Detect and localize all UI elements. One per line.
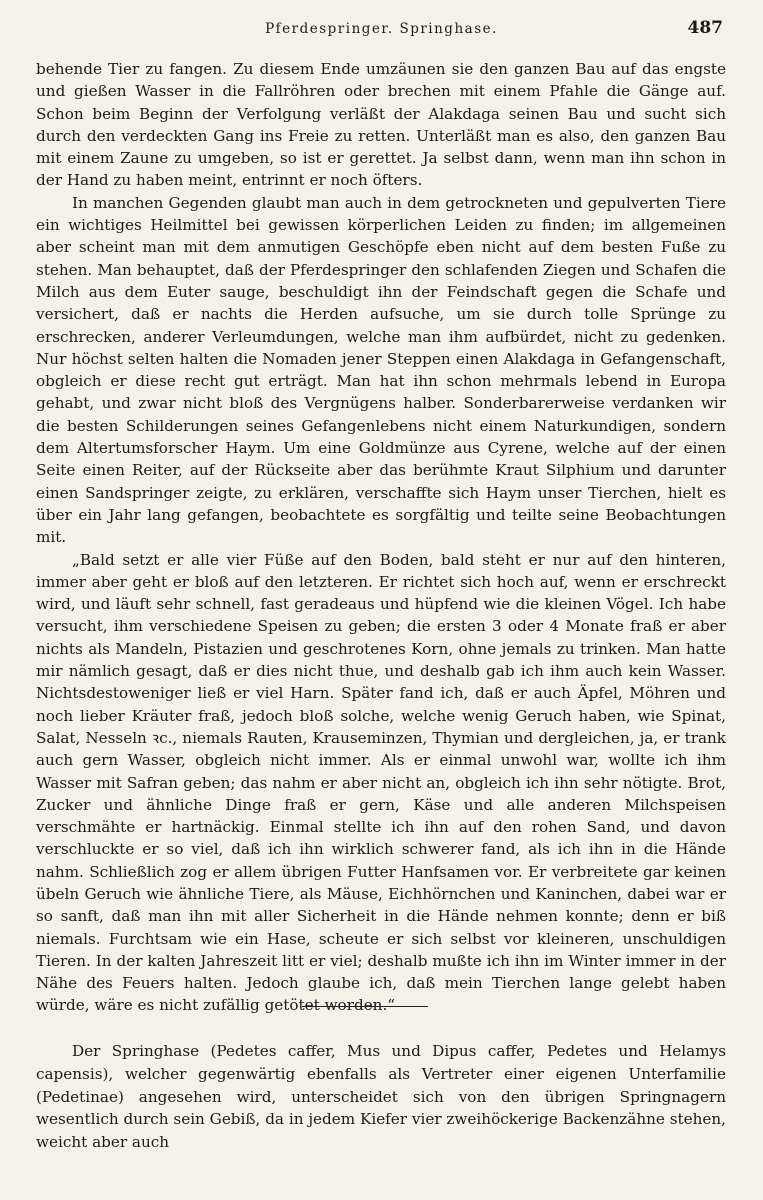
paragraph-folklore: In manchen Gegenden glaubt man auch in dem getrockneten und gepulverten Tiere ein wichtiges Heilmittel bei gewissen körperlichen Leiden zu finden; im allgemeinen aber scheint man mit dem anmutigen Geschöpfe eben nicht auf dem besten Fuße zu stehen. Man behauptet, daß der Pferdespringer den schlafenden Ziegen und Schafen die Milch aus dem Euter sauge, beschuldigt ihn der Feindschaft gegen die Schafe und versichert, daß er nachts die Herden aufsuche, um sie durch tolle Sprünge zu erschrecken, anderer Verleumdungen, welche man ihm aufbürdet, nicht zu gedenken. Nur höchst selten halten die Nomaden jener Steppen einen Alakdaga in Gefangenschaft, obgleich er diese recht gut erträgt. Man hat ihn schon mehrmals lebend in Europa gehabt, und zwar nicht bloß des Vergnügens halber. Sonderbarerweise verdanken wir die besten Schilderungen seines Gefangenlebens nicht einem Naturkundigen, sondern dem Altertumsforscher Haym. Um eine Goldmünze aus Cyrene, welche auf der einen Seite einen Reiter, auf der Rückseite aber das berühmte Kraut Silphium und darunter einen Sandspringer zeigte, zu erklären, verschaffte sich Haym unser Tierchen, hielt es über ein Jahr lang gefangen, beobachtete es sorgfältig und teilte seine Beobachtungen mit.: [36, 193, 726, 547]
main-text-block: [36, 58, 726, 1017]
paragraph-quote-haym: „Bald setzt er alle vier Füße auf den Boden, bald steht er nur auf den hinteren, immer aber geht er bloß auf den letzteren. Er richtet sich hoch auf, wenn er erschreckt wird, und läuft sehr schnell, fast geradeaus und hüpfend wie die kleinen Vögel. Ich habe versucht, ihm verschiedene Speisen zu geben; die ersten 3 oder 4 Monate fraß er aber nichts als Mandeln, Pistazien und geschrotenes Korn, ohne jemals zu trinken. Man hatte mir nämlich gesagt, daß er dies nicht thue, und deshalb gab ich ihm auch kein Wasser. Nichtsdestoweniger ließ er viel Harn. Später fand ich, daß er auch Äpfel, Möhren und noch lieber Kräuter fraß, jedoch bloß solche, welche wenig Geruch haben, wie Spinat, Salat, Nesseln ꝛc., niemals Rauten, Krauseminzen, Thymian und dergleichen, ja, er trank auch gern Wasser, obgleich nicht immer. Als er einmal unwohl war, wollte ich ihm Wasser mit Safran geben; das nahm er aber nicht an, obgleich ich ihn sehr nötigte. Brot, Zucker und ähnliche Dinge fraß er gern, Käse und alle anderen Milchspeisen verschmähte er hartnäckig. Einmal stellte ich ihn auf den rohen Sand, und davon verschluckte er so viel, daß ich ihn wirklich schwerer fand, als ich ihn in die Hände nahm. Schließlich zog er allem übrigen Futter Hanfsamen vor. Er verbreitete gar keinen übeln Geruch wie ähnliche Tiere, als Mäuse, Eichhörnchen und Kaninchen, dabei war er so sanft, daß man ihn mit aller Sicherheit in die Hände nehmen konnte; denn er biß niemals. Furchtsam wie ein Hase, scheute er sich selbst vor kleineren, unschuldigen Tieren. In der kalten Jahreszeit litt er viel; deshalb mußte ich ihn im Winter immer in der Nähe des Feuers halten. Jedoch glaube ich, daß mein Tierchen lange gelebt haben würde, wäre es nicht zufällig getötet worden.“: [36, 550, 726, 1015]
paragraph-springhase: Der Springhase (Pedetes caffer, Mus und Dipus caffer, Pedetes und Helamys capensis), welcher gegenwärtig ebenfalls als Vertreter einer eigenen Unterfamilie (Pedetinae) angesehen wird, unterscheidet sich von den übrigen Springnagern wesentlich durch sein Gebiß, da in jedem Kiefer vier zweihöckerige Backenzähne stehen, weicht aber auch: [36, 1042, 726, 1152]
paragraph-continued: behende Tier zu fangen. Zu diesem Ende umzäunen sie den ganzen Bau auf das engste und gießen Wasser in die Fallröhren oder brechen mit einem Pfahle die Gänge auf. Schon beim Beginn der Verfolgung verläßt der Alakdaga seinen Bau und sucht sich durch den verdeckten Gang ins Freie zu retten. Unterläßt man es also, den ganzen Bau mit einem Zaune zu umgeben, so ist er gerettet. Ja selbst dann, wenn man ihn schon in der Hand zu haben meint, entrinnt er noch öfters.: [36, 60, 726, 190]
running-title: Pferdespringer. Springhase.: [265, 21, 498, 37]
springhase-text-block: [36, 1040, 726, 1154]
section-divider: [302, 1006, 428, 1007]
page-header: [0, 18, 763, 48]
page-number: 487: [687, 18, 723, 38]
